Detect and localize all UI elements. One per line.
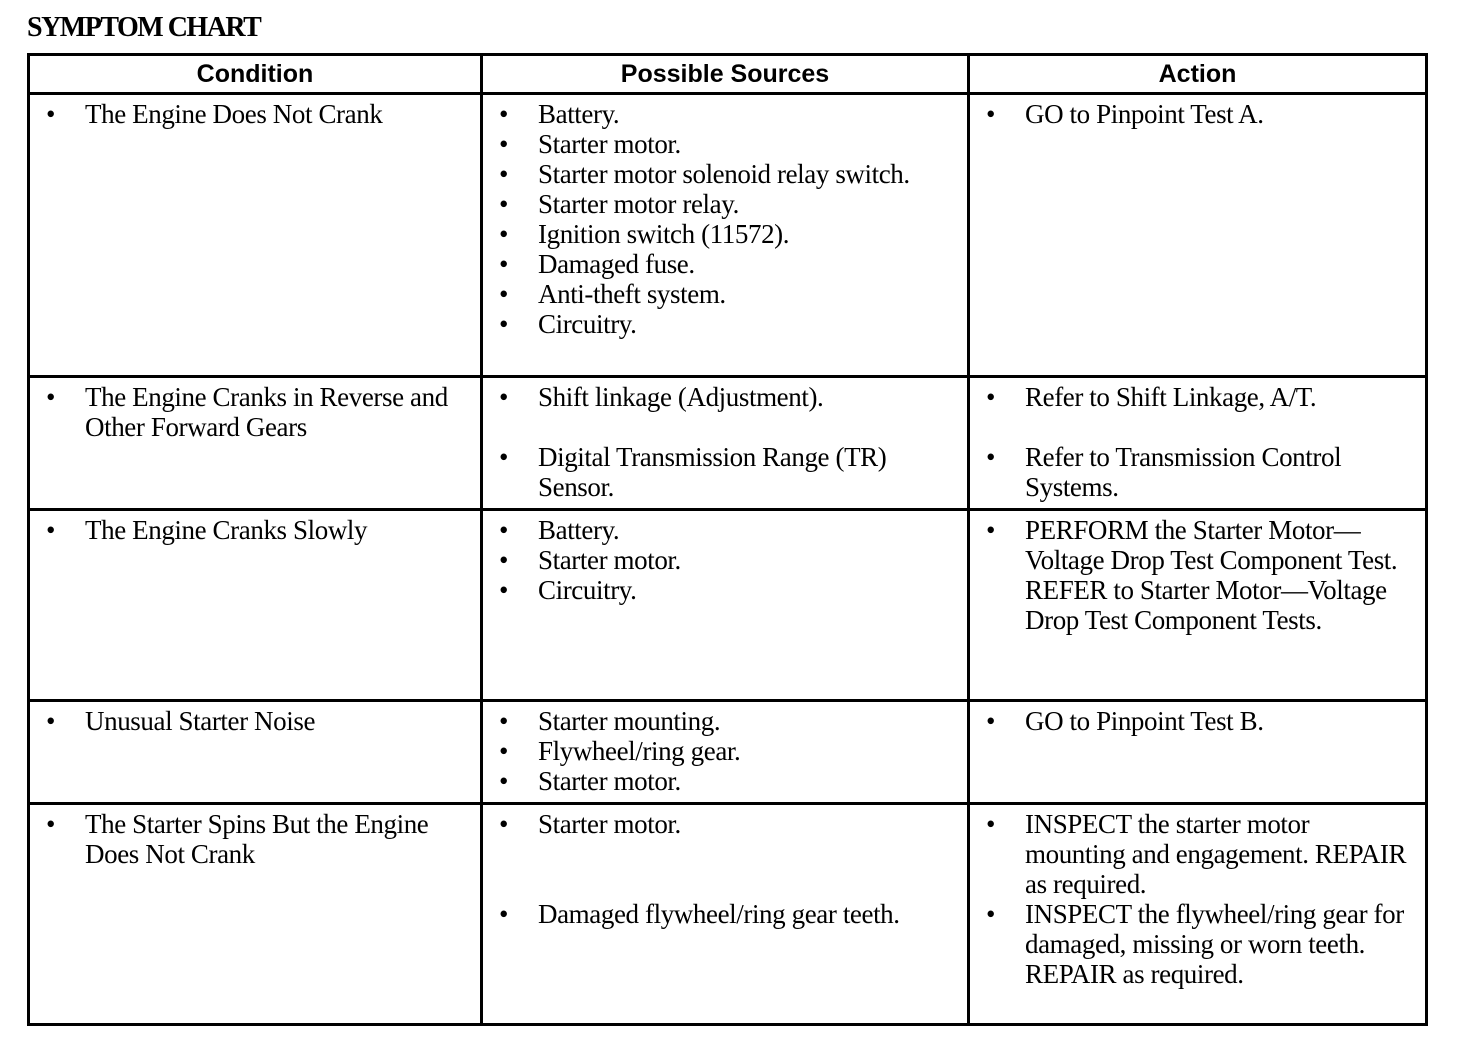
list-item: • Battery. bbox=[493, 515, 957, 545]
list-item: • The Engine Cranks in Reverse and Other Forward Gears bbox=[40, 382, 470, 442]
list-item: • Unusual Starter Noise bbox=[40, 706, 470, 736]
header-possible-sources: Possible Sources bbox=[482, 55, 969, 94]
list-item: • Starter motor. bbox=[493, 766, 957, 796]
symptom-chart-table bbox=[27, 53, 1428, 1026]
list-item: • Starter motor. bbox=[493, 809, 957, 839]
table-row bbox=[29, 804, 1427, 1025]
document-title: SYMPTOM CHART bbox=[27, 12, 261, 43]
list-item: • The Engine Cranks Slowly bbox=[40, 515, 470, 545]
list-item: • GO to Pinpoint Test A. bbox=[980, 99, 1415, 129]
list-item: • INSPECT the starter motor mounting and engagement. REPAIR as required. bbox=[980, 809, 1415, 899]
list-item: • Battery. bbox=[493, 99, 957, 129]
action-cell bbox=[969, 94, 1427, 377]
condition-cell bbox=[29, 804, 482, 1025]
list-item: • Starter motor. bbox=[493, 545, 957, 575]
action-cell bbox=[969, 510, 1427, 701]
sources-cell bbox=[482, 94, 969, 377]
list-item: • PERFORM the Starter Motor—Voltage Drop Test Component Test. REFER to Starter Motor—Voltage Drop Test Component Tests. bbox=[980, 515, 1415, 635]
list-item: • Refer to Shift Linkage, A/T. bbox=[980, 382, 1415, 412]
list-item: • Refer to Transmission Control Systems. bbox=[980, 442, 1415, 502]
condition-cell bbox=[29, 510, 482, 701]
list-item: • Starter motor. bbox=[493, 129, 957, 159]
table-row bbox=[29, 701, 1427, 804]
list-item: • Circuitry. bbox=[493, 575, 957, 605]
list-item: • Starter motor relay. bbox=[493, 189, 957, 219]
condition-cell bbox=[29, 701, 482, 804]
list-item: • Damaged fuse. bbox=[493, 249, 957, 279]
header-row bbox=[29, 55, 1427, 94]
action-cell bbox=[969, 804, 1427, 1025]
sources-cell bbox=[482, 510, 969, 701]
list-item: • Shift linkage (Adjustment). bbox=[493, 382, 957, 412]
sources-cell bbox=[482, 804, 969, 1025]
table-row bbox=[29, 94, 1427, 377]
action-cell bbox=[969, 701, 1427, 804]
list-item: • GO to Pinpoint Test B. bbox=[980, 706, 1415, 736]
list-item: • The Starter Spins But the Engine Does Not Crank bbox=[40, 809, 470, 869]
list-item: • Flywheel/ring gear. bbox=[493, 736, 957, 766]
list-item: • Starter mounting. bbox=[493, 706, 957, 736]
list-item: • INSPECT the flywheel/ring gear for damaged, missing or worn teeth. REPAIR as required. bbox=[980, 899, 1415, 989]
list-item: • Damaged flywheel/ring gear teeth. bbox=[493, 899, 957, 929]
list-item: • The Engine Does Not Crank bbox=[40, 99, 470, 129]
header-action: Action bbox=[969, 55, 1427, 94]
sources-cell bbox=[482, 701, 969, 804]
list-item: • Anti-theft system. bbox=[493, 279, 957, 309]
list-item: • Digital Transmission Range (TR) Sensor. bbox=[493, 442, 957, 502]
condition-cell bbox=[29, 377, 482, 510]
list-item: • Ignition switch (11572). bbox=[493, 219, 957, 249]
condition-cell bbox=[29, 94, 482, 377]
table-row bbox=[29, 377, 1427, 510]
action-cell bbox=[969, 377, 1427, 510]
list-item: • Circuitry. bbox=[493, 309, 957, 339]
list-item: • Starter motor solenoid relay switch. bbox=[493, 159, 957, 189]
header-condition: Condition bbox=[29, 55, 482, 94]
table-row bbox=[29, 510, 1427, 701]
sources-cell bbox=[482, 377, 969, 510]
